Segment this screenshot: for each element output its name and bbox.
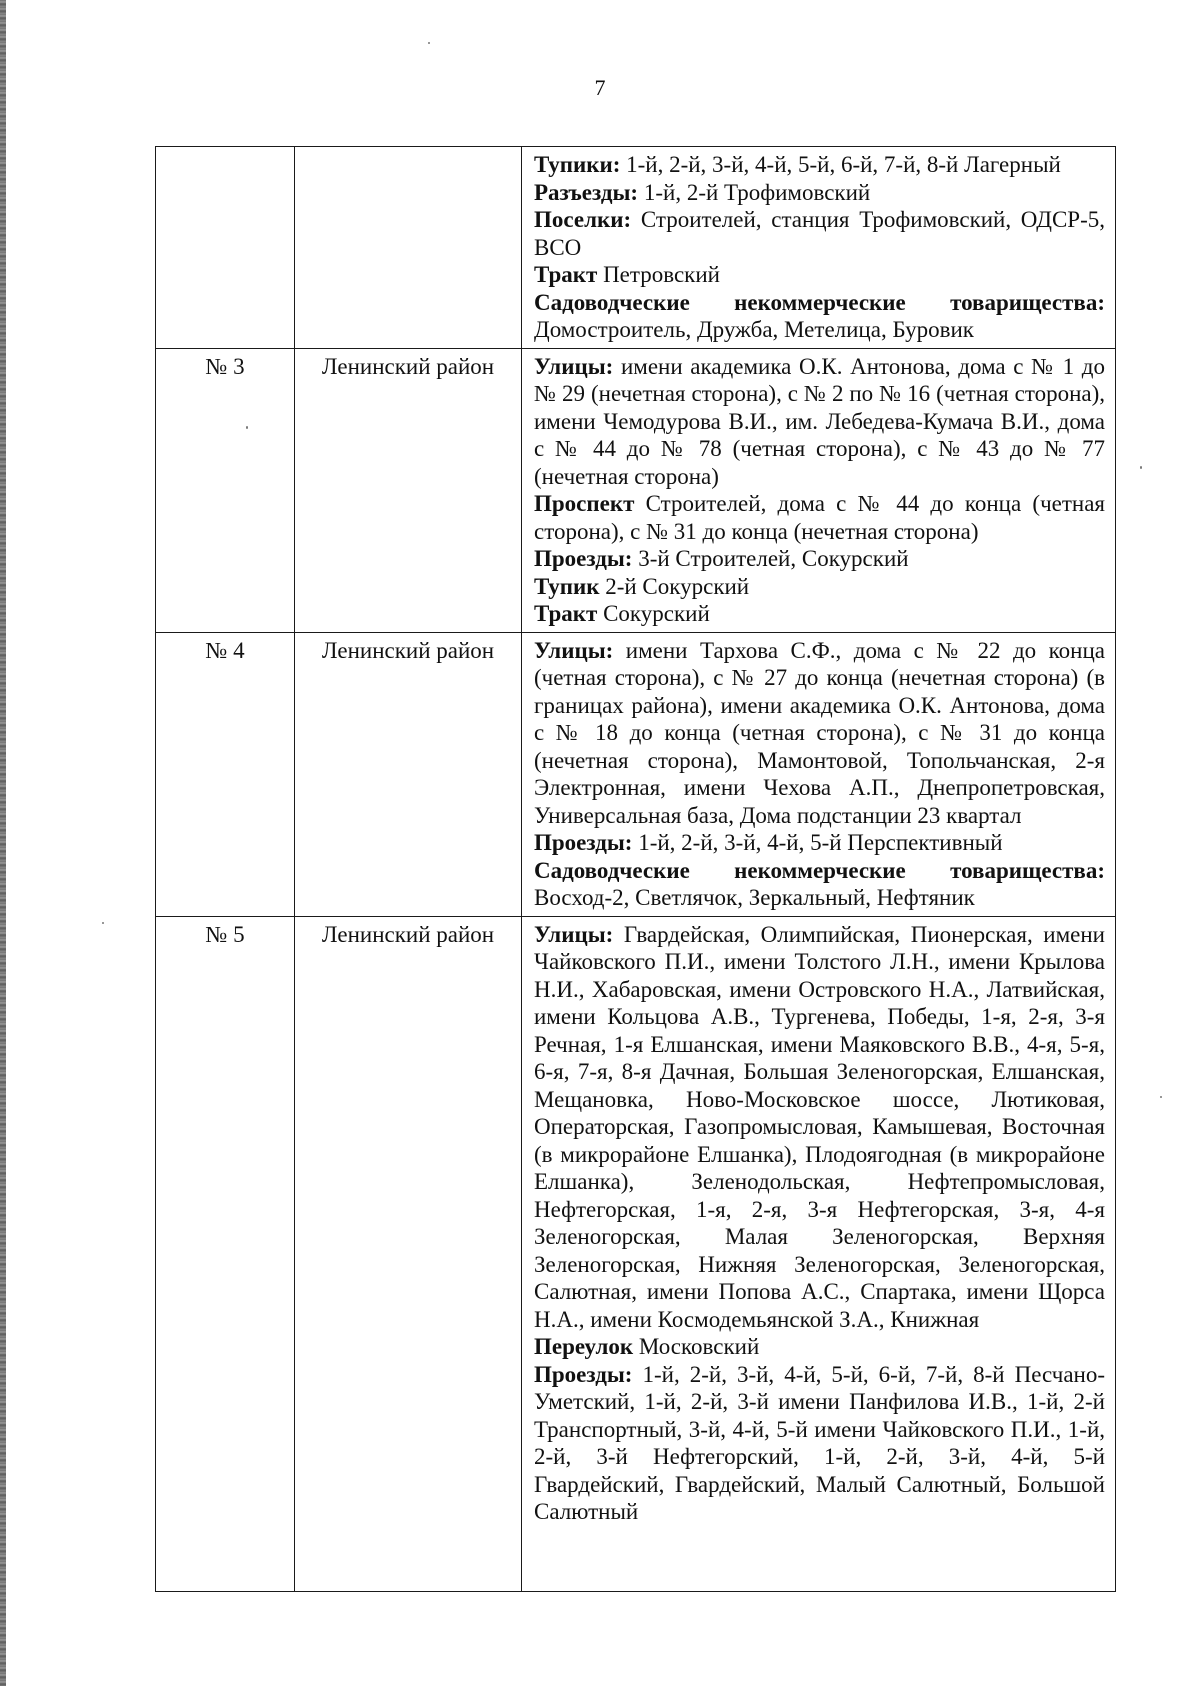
entry-text: 1-й, 2-й, 3-й, 4-й, 5-й, 6-й, 7-й, 8-й Песчано-Уметский, 1-й, 2-й, 3-й имени Панфилова И.В., 1-й, 2-й Транспортный, 3-й, 4-й, 5-й имени Чайковского П.И., 1-й, 2-й, 3-й Нефтегорский, 1-й, 2-й, 3-й, 4-й, 5-й Гвардейский, Гвардейский, Малый Салютный, Большой Салютный (534, 1361, 1105, 1524)
entry-text: Гвардейская, Олимпийская, Пионерская, имени Чайковского П.И., имени Толстого Л.Н., имени Крылова Н.И., Хабаровская, имени Островского Н.А., Латвийская, имени Кольцова А.В., Тургенева, Победы, 1-я, 2-я, 3-я Речная, 1-я Елшанская, имени Маяковского В.В., 4-я, 5-я, 6-я, 7-я, 8-я Дачная, Большая Зеленогорская, Елшанская, Мещановка, Ново-Московское шоссе, Лютиковая, Операторская, Газопромысловая, Камышевая, Восточная (в микрорайоне Елшанка), Плодоягодная (в микрорайоне Елшанка), Зеленодольская, Нефтепромысловая, Нефтегорская, 1-я, 2-я, 3-я Нефтегорская, 3-я, 4-я Зеленогорская, Малая Зеленогорская, Верхняя Зеленогорская, Нижняя Зеленогорская, Зеленогорская, Салютная, имени Попова А.С., Спартака, имени Щорса Н.А., имени Космодемьянской З.А., Книжная (534, 921, 1105, 1332)
row-number-cell (156, 147, 295, 349)
page-number: 7 (594, 75, 606, 100)
street-entry (534, 921, 1105, 1334)
street-entry (534, 289, 1105, 344)
table-row (156, 348, 1116, 632)
street-entry (534, 573, 1105, 601)
table-row (156, 632, 1116, 916)
scan-speck (1160, 1096, 1162, 1098)
scan-speck (1140, 466, 1142, 469)
entry-text: 1-й, 2-й Трофимовский (638, 179, 871, 205)
scan-edge (0, 0, 6, 1686)
scan-speck (102, 922, 104, 924)
district-cell (295, 632, 522, 916)
row-number-cell (156, 632, 295, 916)
street-entry (534, 1333, 1105, 1361)
table-row (156, 147, 1116, 349)
district-cell (295, 147, 522, 349)
entry-text: Строителей, станция Трофимовский, ОДСР-5, ВСО (534, 207, 1105, 260)
entry-label: Улицы: (534, 353, 614, 379)
districts-table (155, 146, 1116, 1592)
entry-text: 3-й Строителей, Сокурский (632, 546, 909, 571)
entry-text: Строителей, дома с № 44 до конца (четная сторона), с № 31 до конца (нечетная сторона) (534, 491, 1105, 544)
street-entry (534, 179, 1105, 207)
entry-text: Домостроитель, Дружба, Метелица, Буровик (534, 317, 974, 342)
street-entry (534, 353, 1105, 491)
entry-label: Проспект (534, 491, 635, 516)
street-entry (534, 545, 1105, 573)
entry-label: Тракт (534, 601, 598, 626)
street-entry (534, 261, 1105, 289)
entry-text: 1-й, 2-й, 3-й, 4-й, 5-й Перспективный (632, 830, 1003, 855)
entry-label: Садоводческие некоммерческие товарищества: (534, 289, 1105, 315)
entry-label: Улицы: (534, 921, 614, 947)
district-name: Ленинский район (321, 921, 495, 947)
row-number-cell (156, 916, 295, 1591)
entry-text: 1-й, 2-й, 3-й, 4-й, 5-й, 6-й, 7-й, 8-й Лагерный (620, 152, 1061, 177)
entry-text: Петровский (597, 262, 720, 287)
entry-label: Садоводческие некоммерческие товарищества: (534, 857, 1105, 883)
entry-text: имени Тархова С.Ф., дома с № 22 до конца (четная сторона), с № 27 до конца (нечетная сторона) (в границах района), имени академика О.К. Антонова, дома с № 18 до конца (четная сторона), с № 31 до конца (нечетная сторона), Мамонтовой, Топольчанская, 2-я Электронная, имени Чехова А.П., Днепропетровская, Универсальная база, Дома подстанции 23 квартал (534, 637, 1105, 828)
district-cell (295, 916, 522, 1591)
district-name: Ленинский район (321, 637, 495, 663)
street-entry (534, 857, 1105, 912)
street-entry (534, 600, 1105, 628)
entry-label: Тупик (534, 573, 600, 599)
entry-text: имени академика О.К. Антонова, дома с № 1 до № 29 (нечетная сторона), с № 2 по № 16 (четная сторона), имени Чемодурова В.И., им. Лебедева-Кумача В.И., дома с № 44 до № 78 (четная сторона), с № 43 до № 77 (нечетная сторона) (534, 353, 1105, 489)
entry-label: Улицы: (534, 637, 614, 663)
street-entry (534, 1361, 1105, 1526)
entry-text: Московский (633, 1334, 760, 1359)
scan-speck (428, 42, 430, 44)
row-number: № 3 (205, 353, 245, 379)
street-entry (534, 490, 1105, 545)
entry-label: Проезды: (534, 830, 633, 855)
street-entry (534, 206, 1105, 261)
district-cell (295, 348, 522, 632)
entry-text: Сокурский (597, 601, 710, 626)
streets-cell (522, 916, 1116, 1591)
street-entry (534, 829, 1105, 857)
street-entry (534, 151, 1105, 179)
entry-label: Тупики: (534, 152, 621, 177)
streets-cell (522, 632, 1116, 916)
row-number-cell (156, 348, 295, 632)
row-number (156, 147, 294, 151)
entry-label: Проезды: (534, 546, 633, 571)
entry-label: Поселки: (534, 207, 632, 232)
entry-label: Проезды: (534, 1361, 633, 1387)
entry-text: Восход-2, Светлячок, Зеркальный, Нефтяник (534, 885, 975, 910)
streets-cell (522, 147, 1116, 349)
row-number: № 4 (205, 637, 245, 663)
streets-cell (522, 348, 1116, 632)
district-name: Ленинский район (321, 353, 495, 379)
entry-label: Разъезды: (534, 179, 639, 205)
entry-text: 2-й Сокурский (599, 573, 750, 599)
row-number: № 5 (205, 921, 245, 947)
scan-speck (246, 426, 248, 429)
entry-label: Переулок (534, 1334, 634, 1359)
table-row (156, 916, 1116, 1591)
entry-label: Тракт (534, 262, 598, 287)
street-entry (534, 637, 1105, 830)
district-name (295, 147, 521, 151)
